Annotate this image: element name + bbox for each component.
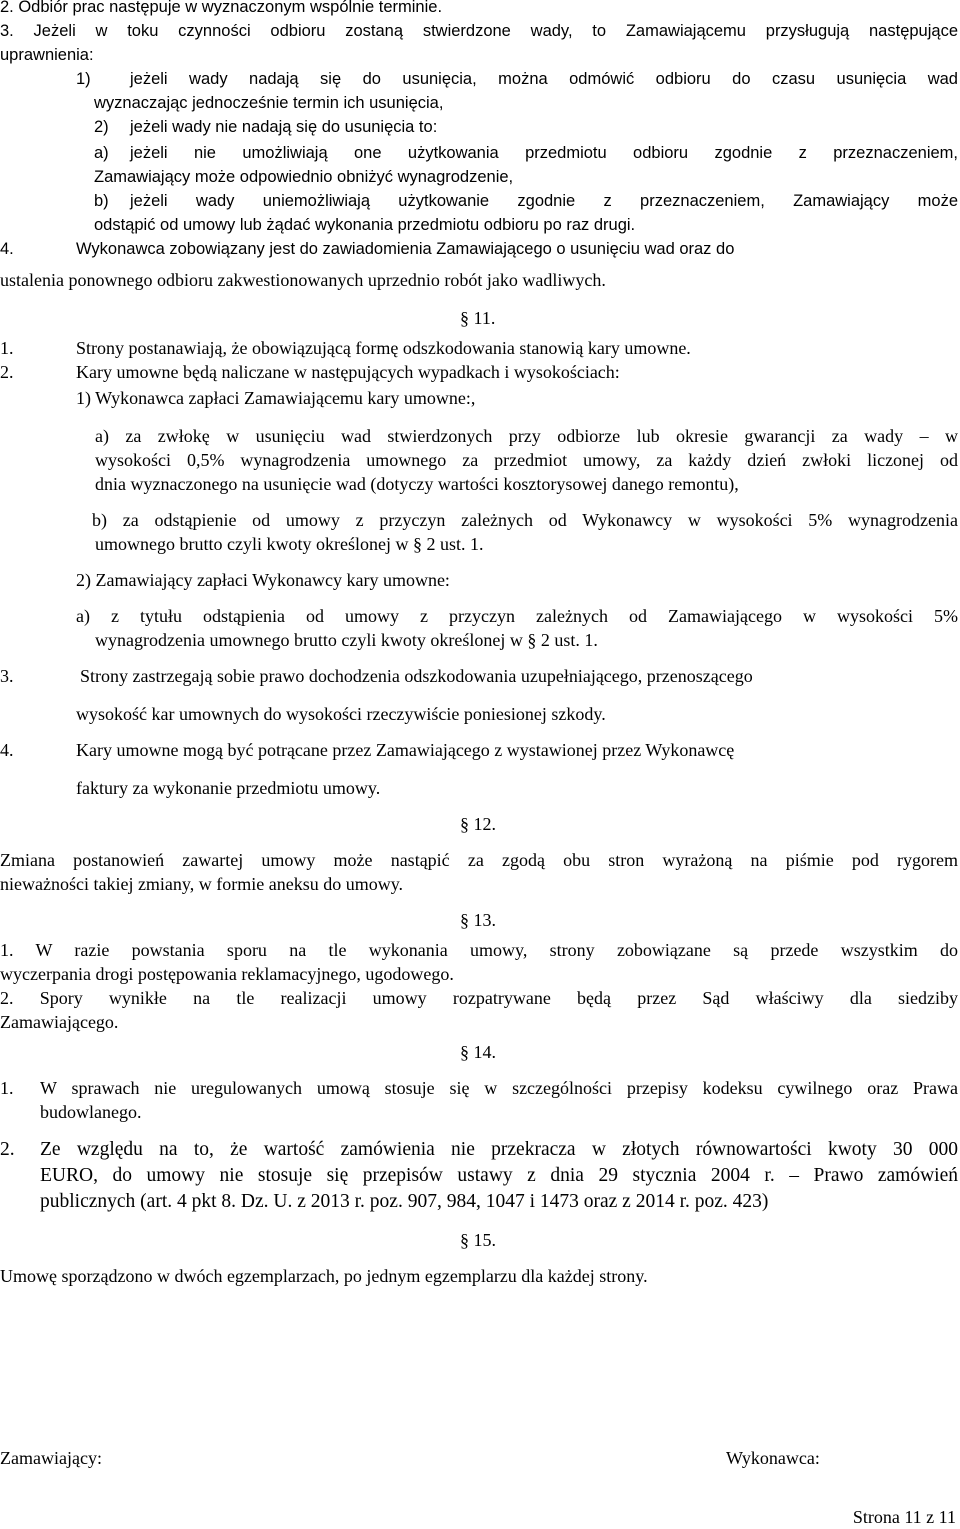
sec10-item-a-num: a) [94, 144, 109, 162]
sec13-p2-line2: Zamawiającego. [0, 1012, 119, 1032]
sec10-item-a-line1: jeżeli nie umożliwiają one użytkowania przedmiotu odbioru zgodnie z przeznaczeniem, [130, 144, 958, 162]
sec10-item-a-line2: Zamawiający może odpowiednio obniżyć wynagrodzenie, [94, 168, 514, 186]
sec11-sub2-title: 2) Zamawiający zapłaci Wykonawcy kary umowne: [76, 570, 450, 590]
sec14-p1-line1: W sprawach nie uregulowanych umową stosuje się w szczególności przepisy kodeksu cywilnego oraz Prawa [40, 1078, 958, 1098]
signature-label-right: Wykonawca: [726, 1448, 820, 1468]
sec12-line2: nieważności takiej zmiany, w formie aneksu do umowy. [0, 874, 404, 894]
sec14-p2-line2: EURO, do umowy nie stosuje się przepisów ustawy z dnia 29 stycznia 2004 r. – Prawo zamówień [40, 1165, 958, 1186]
sec11-p4-line2: faktury za wykonanie przedmiotu umowy. [76, 778, 381, 798]
sec10-p4-line2: ustalenia ponownego odbioru zakwestionowanych uprzednio robót jako wadliwych. [0, 270, 606, 290]
sec13-p1-line1: 1. W razie powstania sporu na tle wykonania umowy, strony zobowiązane są przede wszystkim do [0, 940, 958, 960]
sec10-item1-line1: jeżeli wady nadają się do usunięcia, można odmówić odbioru do czasu usunięcia wad [130, 70, 958, 88]
sec15-text: Umowę sporządzono w dwóch egzemplarzach, po jednym egzemplarzu dla każdej strony. [0, 1266, 648, 1286]
sec11-p1-num: 1. [0, 338, 14, 358]
sec14-p2-line1: Ze względu na to, że wartość zamówienia nie przekracza w złotych równowartości kwoty 30 000 [40, 1139, 958, 1160]
sec12-heading: § 12. [460, 814, 496, 834]
sec11-p2-num: 2. [0, 362, 14, 382]
sec10-p4-line1: Wykonawca zobowiązany jest do zawiadomienia Zamawiającego o usunięciu wad oraz do [76, 240, 735, 258]
sec10-p3-line1: 3. Jeżeli w toku czynności odbioru zostaną stwierdzone wady, to Zamawiającemu przysługują następujące [0, 22, 958, 40]
sec10-item1-num: 1) [76, 70, 91, 88]
page-number: Strona 11 z 11 [852, 1507, 956, 1527]
sec10-p4-num: 4. [0, 240, 14, 258]
sec10-item-b-line2: odstąpić od umowy lub żądać wykonania przedmiotu odbioru po raz drugi. [94, 216, 636, 234]
sec10-item1-line2: wyznaczając jednocześnie termin ich usunięcia, [94, 94, 444, 112]
sec11-p4-num: 4. [0, 740, 14, 760]
signature-label-left: Zamawiający: [0, 1448, 102, 1468]
sec11-a-line1: a) za zwłokę w usunięciu wad stwierdzonych przy odbiorze lub okresie gwarancji za wady – w [95, 426, 958, 446]
sec11-p4-line1: Kary umowne mogą być potrącane przez Zamawiającego z wystawionej przez Wykonawcę [76, 740, 735, 760]
sec14-p2-num: 2. [0, 1139, 15, 1160]
sec13-p2-line1: 2. Spory wynikłe na tle realizacji umowy rozpatrywane będą przez Sąd właściwy dla siedziby [0, 988, 958, 1008]
sec11-p3-line1: Strony zastrzegają sobie prawo dochodzenia odszkodowania uzupełniającego, przenoszącego [80, 666, 753, 686]
sec11-sub1-title: 1) Wykonawca zapłaci Zamawiającemu kary umowne:, [76, 388, 476, 408]
sec11-a-line2: wysokości 0,5% wynagrodzenia umownego za przedmiot umowy, za każdy dzień zwłoki liczonej od [95, 450, 958, 470]
sec12-line1: Zmiana postanowień zawartej umowy może nastąpić za zgodą obu stron wyrażoną na piśmie pod rygorem [0, 850, 958, 870]
sec13-heading: § 13. [460, 910, 496, 930]
sec10-item2-num: 2) [94, 118, 109, 136]
sec10-item-b-line1: jeżeli wady uniemożliwiają użytkowanie zgodnie z przeznaczeniem, Zamawiający może [130, 192, 958, 210]
sec14-heading: § 14. [460, 1042, 496, 1062]
sec11-b-line2: umownego brutto czyli kwoty określonej w § 2 ust. 1. [95, 534, 484, 554]
sec11-b-line1: b) za odstąpienie od umowy z przyczyn zależnych od Wykonawcy w wysokości 5% wynagrodzenia [92, 510, 958, 530]
sec10-p3-line2: uprawnienia: [0, 46, 94, 64]
sec15-heading: § 15. [460, 1230, 496, 1250]
sec11-a-line3: dnia wyznaczonego na usunięcie wad (dotyczy wartości kosztorysowej danego remontu), [95, 474, 739, 494]
sec10-p2: 2. Odbiór prac następuje w wyznaczonym wspólnie terminie. [0, 0, 443, 16]
sec11-p1-text: Strony postanawiają, że obowiązującą formę odszkodowania stanowią kary umowne. [76, 338, 691, 358]
sec11-p3-num: 3. [0, 666, 14, 686]
sec11-heading: § 11. [460, 308, 496, 328]
sec14-p1-num: 1. [0, 1078, 14, 1098]
sec14-p1-line2: budowlanego. [40, 1102, 142, 1122]
sec10-item2-text: jeżeli wady nie nadają się do usunięcia to: [130, 118, 438, 136]
sec13-p1-line2: wyczerpania drogi postępowania reklamacyjnego, ugodowego. [0, 964, 454, 984]
sec14-p2-line3: publicznych (art. 4 pkt 8. Dz. U. z 2013 r. poz. 907, 984, 1047 i 1473 oraz z 2014 r. poz. 423) [40, 1191, 769, 1212]
sec11-p2-text: Kary umowne będą naliczane w następujących wypadkach i wysokościach: [76, 362, 620, 382]
sec10-item-b-num: b) [94, 192, 109, 210]
sec11-p3-line2: wysokość kar umownych do wysokości rzeczywiście poniesionej szkody. [76, 704, 606, 724]
sec11-c-line2: wynagrodzenia umownego brutto czyli kwoty określonej w § 2 ust. 1. [95, 630, 598, 650]
sec11-c-line1: a) z tytułu odstąpienia od umowy z przyczyn zależnych od Zamawiającego w wysokości 5% [76, 606, 958, 626]
